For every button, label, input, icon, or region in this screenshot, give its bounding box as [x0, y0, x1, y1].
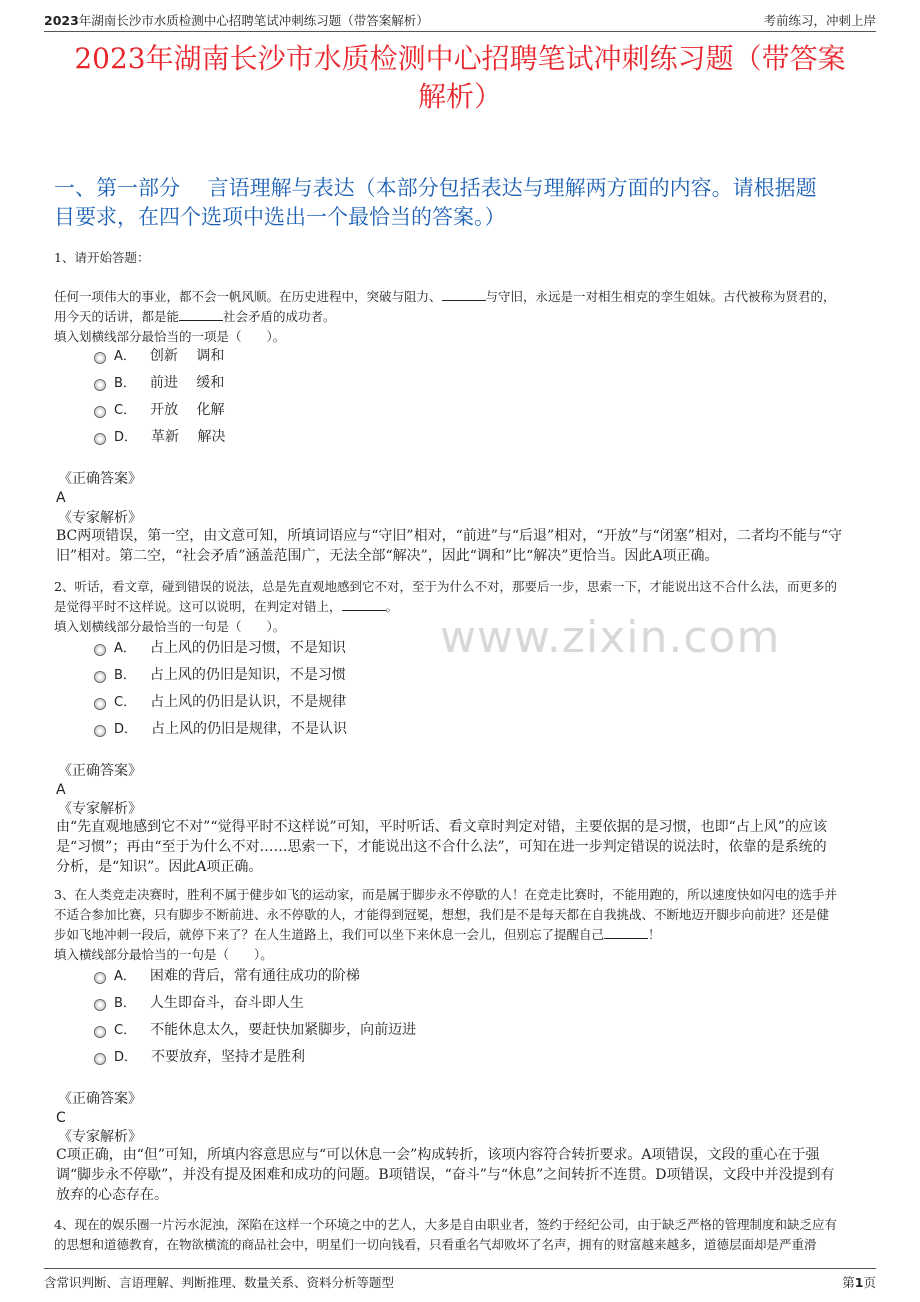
question-2-option-d[interactable]: D． 占上风的仍旧是规律，不是认识 [94, 719, 347, 740]
question-1-line-1: 任何一项伟大的事业，都不会一帆风顺。在历史进程中，突破与阻力、 与守旧，永远是一对相生相克的孪生姐妹。古代被称为贤君的， [54, 289, 836, 304]
question-3-answer: C [56, 1110, 66, 1126]
question-3-option-d[interactable]: D． 不要放弃，坚持才是胜利 [94, 1047, 305, 1068]
question-3-option-b[interactable]: B． 人生即奋斗，奋斗即人生 [94, 993, 304, 1014]
page-number: 第1页 [842, 1275, 876, 1290]
question-2-option-a[interactable]: A． 占上风的仍旧是习惯，不是知识 [94, 638, 346, 659]
question-3-line-1: 3、在人类竞走决赛时，胜利不属于健步如飞的运动家，而是属于脚步永不停歇的人！在竞走比赛时，不能用跑的，所以速度快如闪电的选手并 [54, 887, 837, 902]
question-3-answer-label: 《正确答案》 [58, 1091, 142, 1107]
radio-icon[interactable] [94, 1026, 106, 1038]
question-3-analysis-label: 《专家解析》 [58, 1129, 142, 1145]
answer-blank [442, 288, 486, 301]
radio-icon[interactable] [94, 671, 106, 683]
question-3-stem [54, 885, 872, 965]
question-1-line-2: 用今天的话讲，都是能 社会矛盾的成功者。 [54, 309, 336, 324]
question-1-option-c[interactable]: C． 开放 化解 [94, 400, 225, 421]
title-line-2: 解析） [417, 80, 502, 113]
footer-text: 含常识判断、言语理解、判断推理、数量关系、资料分析等题型 [44, 1275, 395, 1290]
footer-divider [44, 1268, 876, 1269]
radio-icon[interactable] [94, 433, 106, 445]
question-2-answer: A [56, 782, 66, 798]
page-title [40, 40, 880, 116]
question-1-answer: A [56, 490, 66, 506]
section-heading [54, 174, 874, 232]
question-2-option-b[interactable]: B． 占上风的仍旧是知识，不是习惯 [94, 665, 346, 686]
answer-blank [179, 308, 223, 321]
question-4-stem [54, 1215, 872, 1255]
question-3-option-c[interactable]: C． 不能休息太久，要赶快加紧脚步，向前迈进 [94, 1020, 416, 1041]
title-line-1: 2023年湖南长沙市水质检测中心招聘笔试冲刺练习题（带答案 [74, 42, 846, 75]
header-slogan: 考前练习，冲刺上岸 [763, 13, 876, 28]
question-3-option-a[interactable]: A． 困难的背后，常有通往成功的阶梯 [94, 966, 360, 987]
radio-icon[interactable] [94, 1053, 106, 1065]
header-doc-title [44, 11, 429, 29]
watermark: www.zixin.com [440, 612, 781, 663]
question-1-analysis-label: 《专家解析》 [58, 510, 142, 526]
question-2-option-c[interactable]: C． 占上风的仍旧是认识，不是规律 [94, 692, 346, 713]
radio-icon[interactable] [94, 725, 106, 737]
question-2-prompt: 填入划横线部分最恰当的一句是（ ）。 [54, 619, 286, 634]
question-3-line-2: 不适合参加比赛，只有脚步不断前进、永不停歇的人，才能得到冠冕，想想，我们是不是每天都在自我挑战、不断地迈开脚步向前进？还是健 [54, 907, 830, 922]
question-3-line-3: 步如飞地冲刺一段后，就停下来了？在人生道路上，我们可以坐下来休息一会儿，但别忘了提醒自己 ！ [54, 927, 661, 942]
question-3-analysis: C项正确，由“但”可知，所填内容意思应与“可以休息一会”构成转折，该项内容符合转折要求。A项错误，文段的重心在于强 调“脚步永不停歇”，并没有提及困难和成功的问题。B项错误，“奋斗”与“休息”之间转折不连贯。D项错误，文段中并没提到有 放弃的心态存在。 [56, 1147, 835, 1203]
question-1-option-a[interactable]: A． 创新 调和 [94, 346, 224, 367]
radio-icon[interactable] [94, 999, 106, 1011]
radio-icon[interactable] [94, 379, 106, 391]
question-1-answer-label: 《正确答案》 [58, 471, 142, 487]
page-header [0, 0, 920, 34]
radio-icon[interactable] [94, 644, 106, 656]
radio-icon[interactable] [94, 406, 106, 418]
question-3-prompt: 填入横线部分最恰当的一句是（ ）。 [54, 947, 273, 962]
header-title-text: 年湖南长沙市水质检测中心招聘笔试冲刺练习题（带答案解析） [78, 13, 429, 28]
question-4-line-1: 4、现在的娱乐圈一片污水泥浊，深陷在这样一个环境之中的艺人，大多是自由职业者，签约于经纪公司，由于缺乏严格的管理制度和缺乏应有 [54, 1217, 837, 1232]
question-2-line-2: 是觉得平时不这样说。这可以说明，在判定对错上， 。 [54, 599, 399, 614]
radio-icon[interactable] [94, 698, 106, 710]
header-year: 2023 [44, 13, 79, 28]
question-2-answer-label: 《正确答案》 [58, 763, 142, 779]
question-1-option-b[interactable]: B． 前进 缓和 [94, 373, 224, 394]
section-heading-line-1: 一、第一部分 言语理解与表达（本部分包括表达与理解两方面的内容。请根据题 [54, 176, 817, 200]
question-2-line-1: 2、听话，看文章，碰到错误的说法，总是先直观地感到它不对，至于为什么不对，那要后一步，思索一下，才能说出这不合什么法，而更多的 [54, 579, 837, 594]
question-2-analysis: 由“先直观地感到它不对”“觉得平时不这样说”可知，平时听话、看文章时判定对错，主要依据的是习惯，也即“占上风”的应该 是“习惯”；再由“至于为什么不对……思索一下，才能说出这不合什么法”，可知在进一步判定错误的说法时，依靠的是系统的 分析，是“知识”。因此A项正确。 [56, 819, 827, 875]
radio-icon[interactable] [94, 972, 106, 984]
question-1-stem [54, 287, 872, 347]
question-1-option-d[interactable]: D． 革新 解决 [94, 427, 225, 448]
header-divider [44, 31, 876, 32]
answer-blank [342, 598, 386, 611]
intro-text: 1、请开始答题： [54, 250, 150, 265]
radio-icon[interactable] [94, 352, 106, 364]
answer-blank [604, 926, 648, 939]
question-1-prompt: 填入划横线部分最恰当的一项是（ ）。 [54, 329, 286, 344]
question-4-line-2: 的思想和道德教育，在物欲横流的商品社会中，明星们一切向钱看，只看重名气却败坏了名声，拥有的财富越来越多，道德层面却是严重滑 [54, 1237, 817, 1252]
question-2-analysis-label: 《专家解析》 [58, 801, 142, 817]
section-heading-line-2: 目要求，在四个选项中选出一个最恰当的答案。） [54, 205, 506, 229]
question-1-analysis: BC两项错误，第一空，由文意可知，所填词语应与“守旧”相对，“前进”与“后退”相对，“开放”与“闭塞”相对，二者均不能与“守 旧”相对。第二空，“社会矛盾”涵盖范围广，无法全部“解决”，因此“调和”比“解决”更恰当。因此A项正确。 [56, 528, 842, 564]
